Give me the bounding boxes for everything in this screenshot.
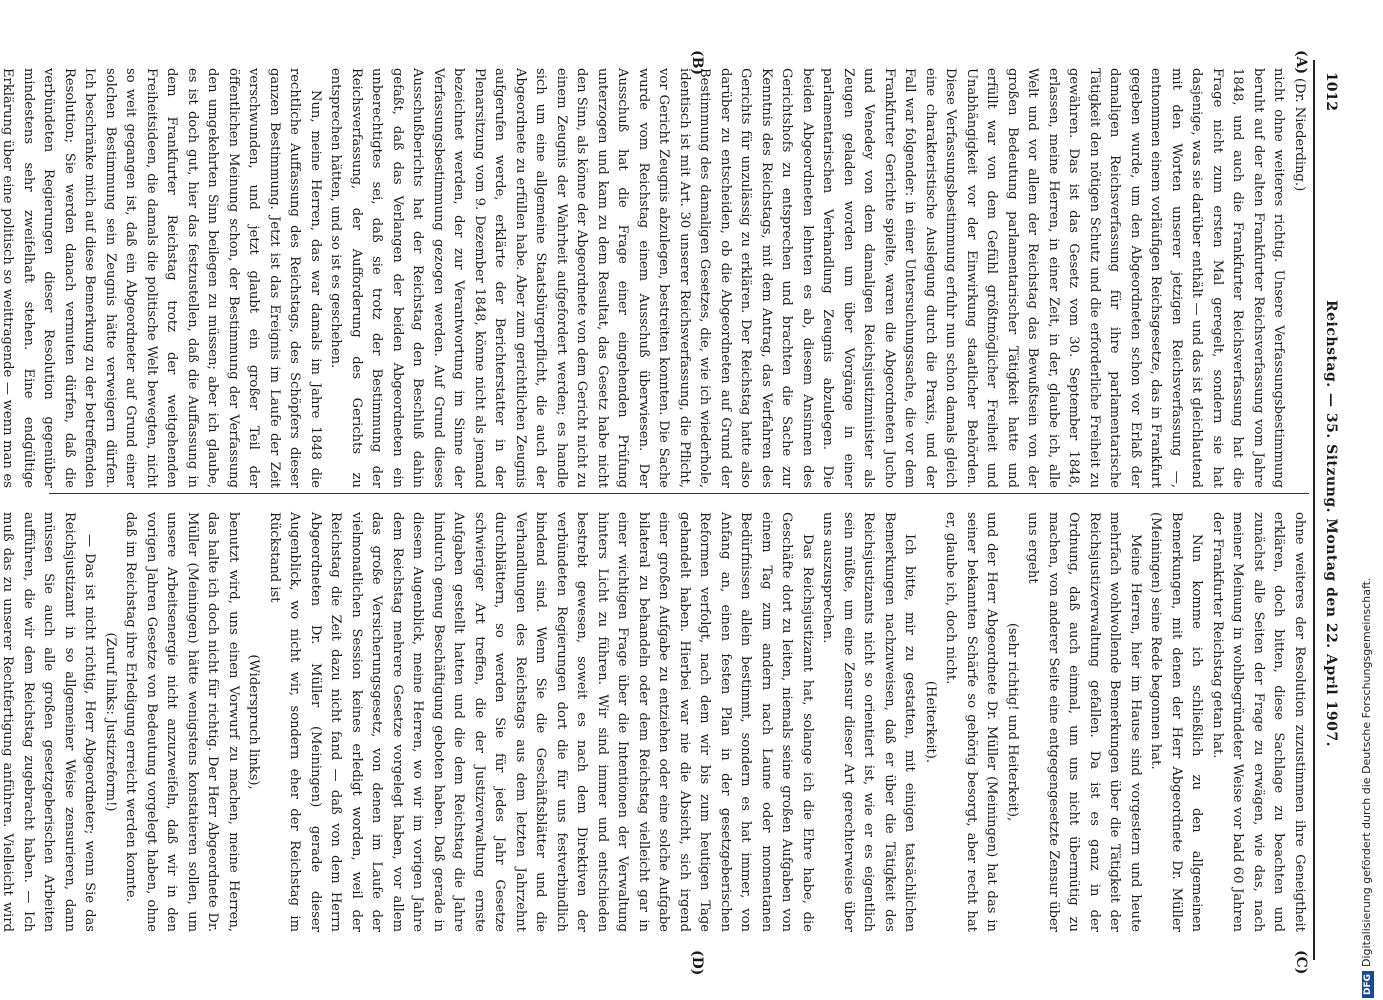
dfg-logo-icon: DFG [1362, 971, 1374, 998]
running-title: Reichstag. — 35. Sitzung. Montag den 22. April 1907. [1323, 300, 1339, 747]
header-rule [1313, 60, 1315, 960]
interjection: (Heiterkeit). [923, 680, 938, 764]
right-column [0, 512, 1309, 932]
margin-marker-a: (A) [1293, 50, 1309, 75]
paragraph: — Das ist nicht richtig, Herr Abgeordneter; wenn Sie das Reichsjustizamt in so allgemeiner Weise zensurieren, dann müssen Sie auch alle großen gesetzgeberischen Arbeiten aufführen, die wir dem Reichstag zugebracht haben. — Ich muß das zu unserer Rechtfertigung anführen. Vielleicht wird [0, 512, 98, 932]
page-header [1315, 0, 1345, 1000]
footer-credit-text: Digitalisierung gefördert durch die Deutsche Forschungsgemeinschaft. [1360, 577, 1373, 967]
footer-strip [1358, 0, 1383, 1000]
margin-marker-b: (B) [689, 50, 705, 76]
footer-credit [1360, 0, 1380, 998]
paragraph: Nun komme ich schließlich zu den allgemeinen Bemerkungen, mit denen der Herr Abgeordnete Dr. Müller (Meiningen) seine Rede begonnen hat. [1148, 512, 1205, 932]
paragraph: Das Reichsjustizamt hat, solange ich die Ehre habe, die Geschäfte dort zu leiten, niemals seine großen Aufgaben von einem Tag zum andern nach Laune oder momentanen Bedürfnissen allein bestimmt, sondern es hat immer, von Anfang an, einen festen Plan in der gesetzgeberischen Reformen verfolgt, nach dem wir bis zum heutigen Tage gehandelt haben. Hierbei war nie die Absicht, sich irgend einer großen Aufgabe zu entziehen oder eine solche Aufgabe bilateral zu behandeln oder dem Reichstag vielleicht gar in einer wichtigen Frage über die Intentionen der Verwaltung hinters Licht zu führen. Wir sind immer und entschieden bestrebt gewesen, soweit es nach dem Direktiven der verbündeten Regierungen dort die für uns festverbindlich bindend sind. Wenn Sie die Geschäftsblätter und die Verhandlungen des Reichstags aus dem letzten Jahrzehnt durchblättern, so werden Sie für jedes Jahr Gesetze schwieriger Art treffen, die der Justizverwaltung ernste Aufgaben gestellt hatten und die dem Reichstag die Jahre hindurch genug Beschäftigung geboten haben. Daß gerade in diesem Augenblick, meine Herren, wo wir im vorigen Jahre dem Reichstag mehrere Gesetze vorgelegt haben, vor allem das große Versicherungsgesetz, von denen im Laufe der vielmonatlichen Session keines erledigt worden, weil der Reichstag die Zeit dazu nicht fand — daß von dem Herrn Abgeordneten Dr. Müller (Meiningen) gerade dieser Augenblick, wo nicht wir, sondern eher der Reichstag im Rückstand ist [267, 512, 815, 932]
speaker-label: (Dr. Niederding.) [1292, 78, 1307, 192]
left-column [0, 68, 1309, 488]
interjection: (Widerspruch links), [246, 654, 262, 790]
paragraph: Meine Herren, hier im Hause sind vorgestern und heute mehrfach wohlwollende Bemerkungen über die Tätigkeit der Reichsjustizverwaltung gefallen. Da ist es ganz in der Ordnung, daß auch einmal, um uns nicht übermütig zu machen, von anderer Seite eine entgegengesetzte Zensur über uns ergeht [1025, 512, 1143, 932]
interjection: (Zuruf links: Justizreform!) [103, 632, 118, 812]
column-divider [49, 493, 1309, 494]
page-number: 1012 [1323, 72, 1339, 111]
paragraph: und der Herr Abgeordnete Dr. Müller (Meiningen) hat das in seiner bekannten Schärfe so gehörig besorgt, aber recht hat er, glaube ich, doch nicht. [943, 512, 1000, 932]
paragraph: Nun, meine Herren, das war damals im Jahre 1848 die rechtliche Auffassung des Reichstags, des Schöpfers dieser ganzen Bestimmung. Jetzt ist das Ereignis im Laufe der Zeit verschwunden, und jetzt glaubt ein großer Teil der öffentlichen Meinung schon, der Bestimmung der Verfassung den umgekehrten Sinn beilegen zu müssen; aber ich glaube, es ist doch gut, hier das festzustellen, daß die Auffassung in dem Frankfurter Reichstag trotz der weitgehenden Freiheitsideen, die damals die politische Welt bewegten, nicht so weit gegangen ist, daß ein Abgeordneter auf Grund einer solchen Bestimmung sein Zeugnis hätte verweigern dürfen. Ich beschränke mich auf diese Bemerkung zu der betreffenden Resolution; Sie werden danach vermuten dürfen, daß die verbündeten Regierungen dieser Resolution gegenüber mindestens sehr zweifelhaft stehen. Eine endgültige Erklärung über eine politisch so weittragende — wenn man es [0, 68, 323, 488]
paragraph: Ich bitte, mir zu gestatten, mit einigen tatsächlichen Bemerkungen nachzuweisen, daß er über die Tätigkeit des Reichsjustizamts nicht so orientiert ist, wie er es eigentlich sein müßte, um eine Zensur dieser Art gerechterweise über uns auszusprechen. [820, 512, 918, 932]
paragraph: nicht ohne weiteres richtig. Unsere Verfassungsbestimmung beruht auf der alten Frankfurter Reichsverfassung vom Jahre 1848, und auch die Frankfurter Reichsverfassung hat die Frage nicht zum ersten Mal geregelt, sondern sie hat dasjenige, was sie darüber enthält — und das ist gleichlautend mit den Worten unserer jetzigen Reichsverfassung —, entnommen einem vorläufigen Reichsgesetze, das in Frankfurt gegeben wurde, um den Abgeordneten schon vor Erlaß der damaligen Reichsverfassung für ihre parlamentarische Tätigkeit den nötigen Schutz und die erforderliche Freiheit zu gewähren. Das ist das Gesetz vom 30. September 1848, erlassen, meine Herren, in einer Zeit, in der, glaube ich, alle Welt und vor allem der Reichstag das Bewußtsein von der großen Bedeutung parlamentarischer Tätigkeit hatte und erfüllt war von dem Gefühl größtmöglicher Freiheit und Unabhängigkeit vor der Einwirkung staatlicher Behörden. Diese Verfassungsbestimmung erfuhr nun schon damals gleich eine charakteristische Auslegung durch die Praxis, und der Fall war folgender: in einer Untersuchungssache, die vor dem Frankfurter Gerichte spielte, waren die Abgeordneten Jucho und Venedey von dem damaligen Reichsjustizminister als Zeugen geladen worden um über Vorgänge in einer parlamentarischen Verhandlung Zeugnis abzulegen. Die beiden Abgeordneten lehnten es ab, diesem Ansinnen des Gerichtshofs zu entsprechen und brachten die Sache zur Kenntnis des Reichstags, mit dem Antrag, das Verfahren des Gerichts für unzulässig zu erklären. Der Reichstag hatte also darüber zu entscheiden, ob die Abgeordneten auf Grund der Bestimmung des damaligen Gesetzes, die, wie ich wiederhole, identisch ist mit Art. 30 unserer Reichsverfassung, die Pflicht, vor Gericht Zeugnis abzulegen, bestreiten konnten. Die Sache wurde vom Reichstag einem Ausschuß überwiesen. Der Ausschuß hat die Frage einer eingehenden Prüfung unterzogen und kam zu dem Resultat, das Gesetz habe nicht den Sinn, als könne der Abgeordnete von dem Gericht nicht zu einem Zeugnis der Wahrheit aufgefordert werden; es handle sich um eine allgemeine Staatsbürgerpflicht, die auch der Abgeordnete zu erfüllen habe. Aber zum gerichtlichen Zeugnis aufgerufen werde, erklärte der Berichterstatter in der Plenarsitzung vom 9. Dezember 1848, könne nicht als jemand bezeichnet werden, der zur Verantwortung im Sinne der Verfassungsbestimmung gezogen werden. Auf Grund dieses Ausschußberichts hat der Reichstag den Beschluß dahin gefaßt, daß das Verlangen der beiden Abgeordneten ein unberechtigtes sei, daß sie trotz der Bestimmung der Reichsverfassung, der Aufforderung des Gerichts zu entsprechen hätten, und so ist es geschehen. [328, 68, 1287, 488]
interjection: (sehr richtig! und Heiterkeit), [1005, 622, 1020, 822]
margin-marker-c: (C) [1293, 950, 1309, 975]
margin-marker-d: (D) [689, 950, 705, 976]
paragraph: ohne weiteres der Resolution zuzustimmen ihre Geneigtheit erklären, doch bitten, diese Sachlage zu beachten und zunächst alle Seiten der Frage zu erwägen, wie das, nach meiner Meinung in wohlbegründeter Weise vor bald 60 Jahren der Frankfurter Reichstag getan hat. [1210, 512, 1307, 932]
paragraph: benutzt wird, uns einen Vorwurf zu machen, meine Herren, das halte ich doch nicht für richtig. Der Herr Abgeordnete Dr. Müller (Meiningen) hätte wenigstens konstatieren sollen, um unsere Arbeitsenergie nicht anzuzweifeln, daß wir in den vorigen Jahren Gesetze von Bedeutung vorgelegt haben, ohne daß im Reichstag ihre Erledigung erreicht werden konnte. [123, 512, 241, 932]
